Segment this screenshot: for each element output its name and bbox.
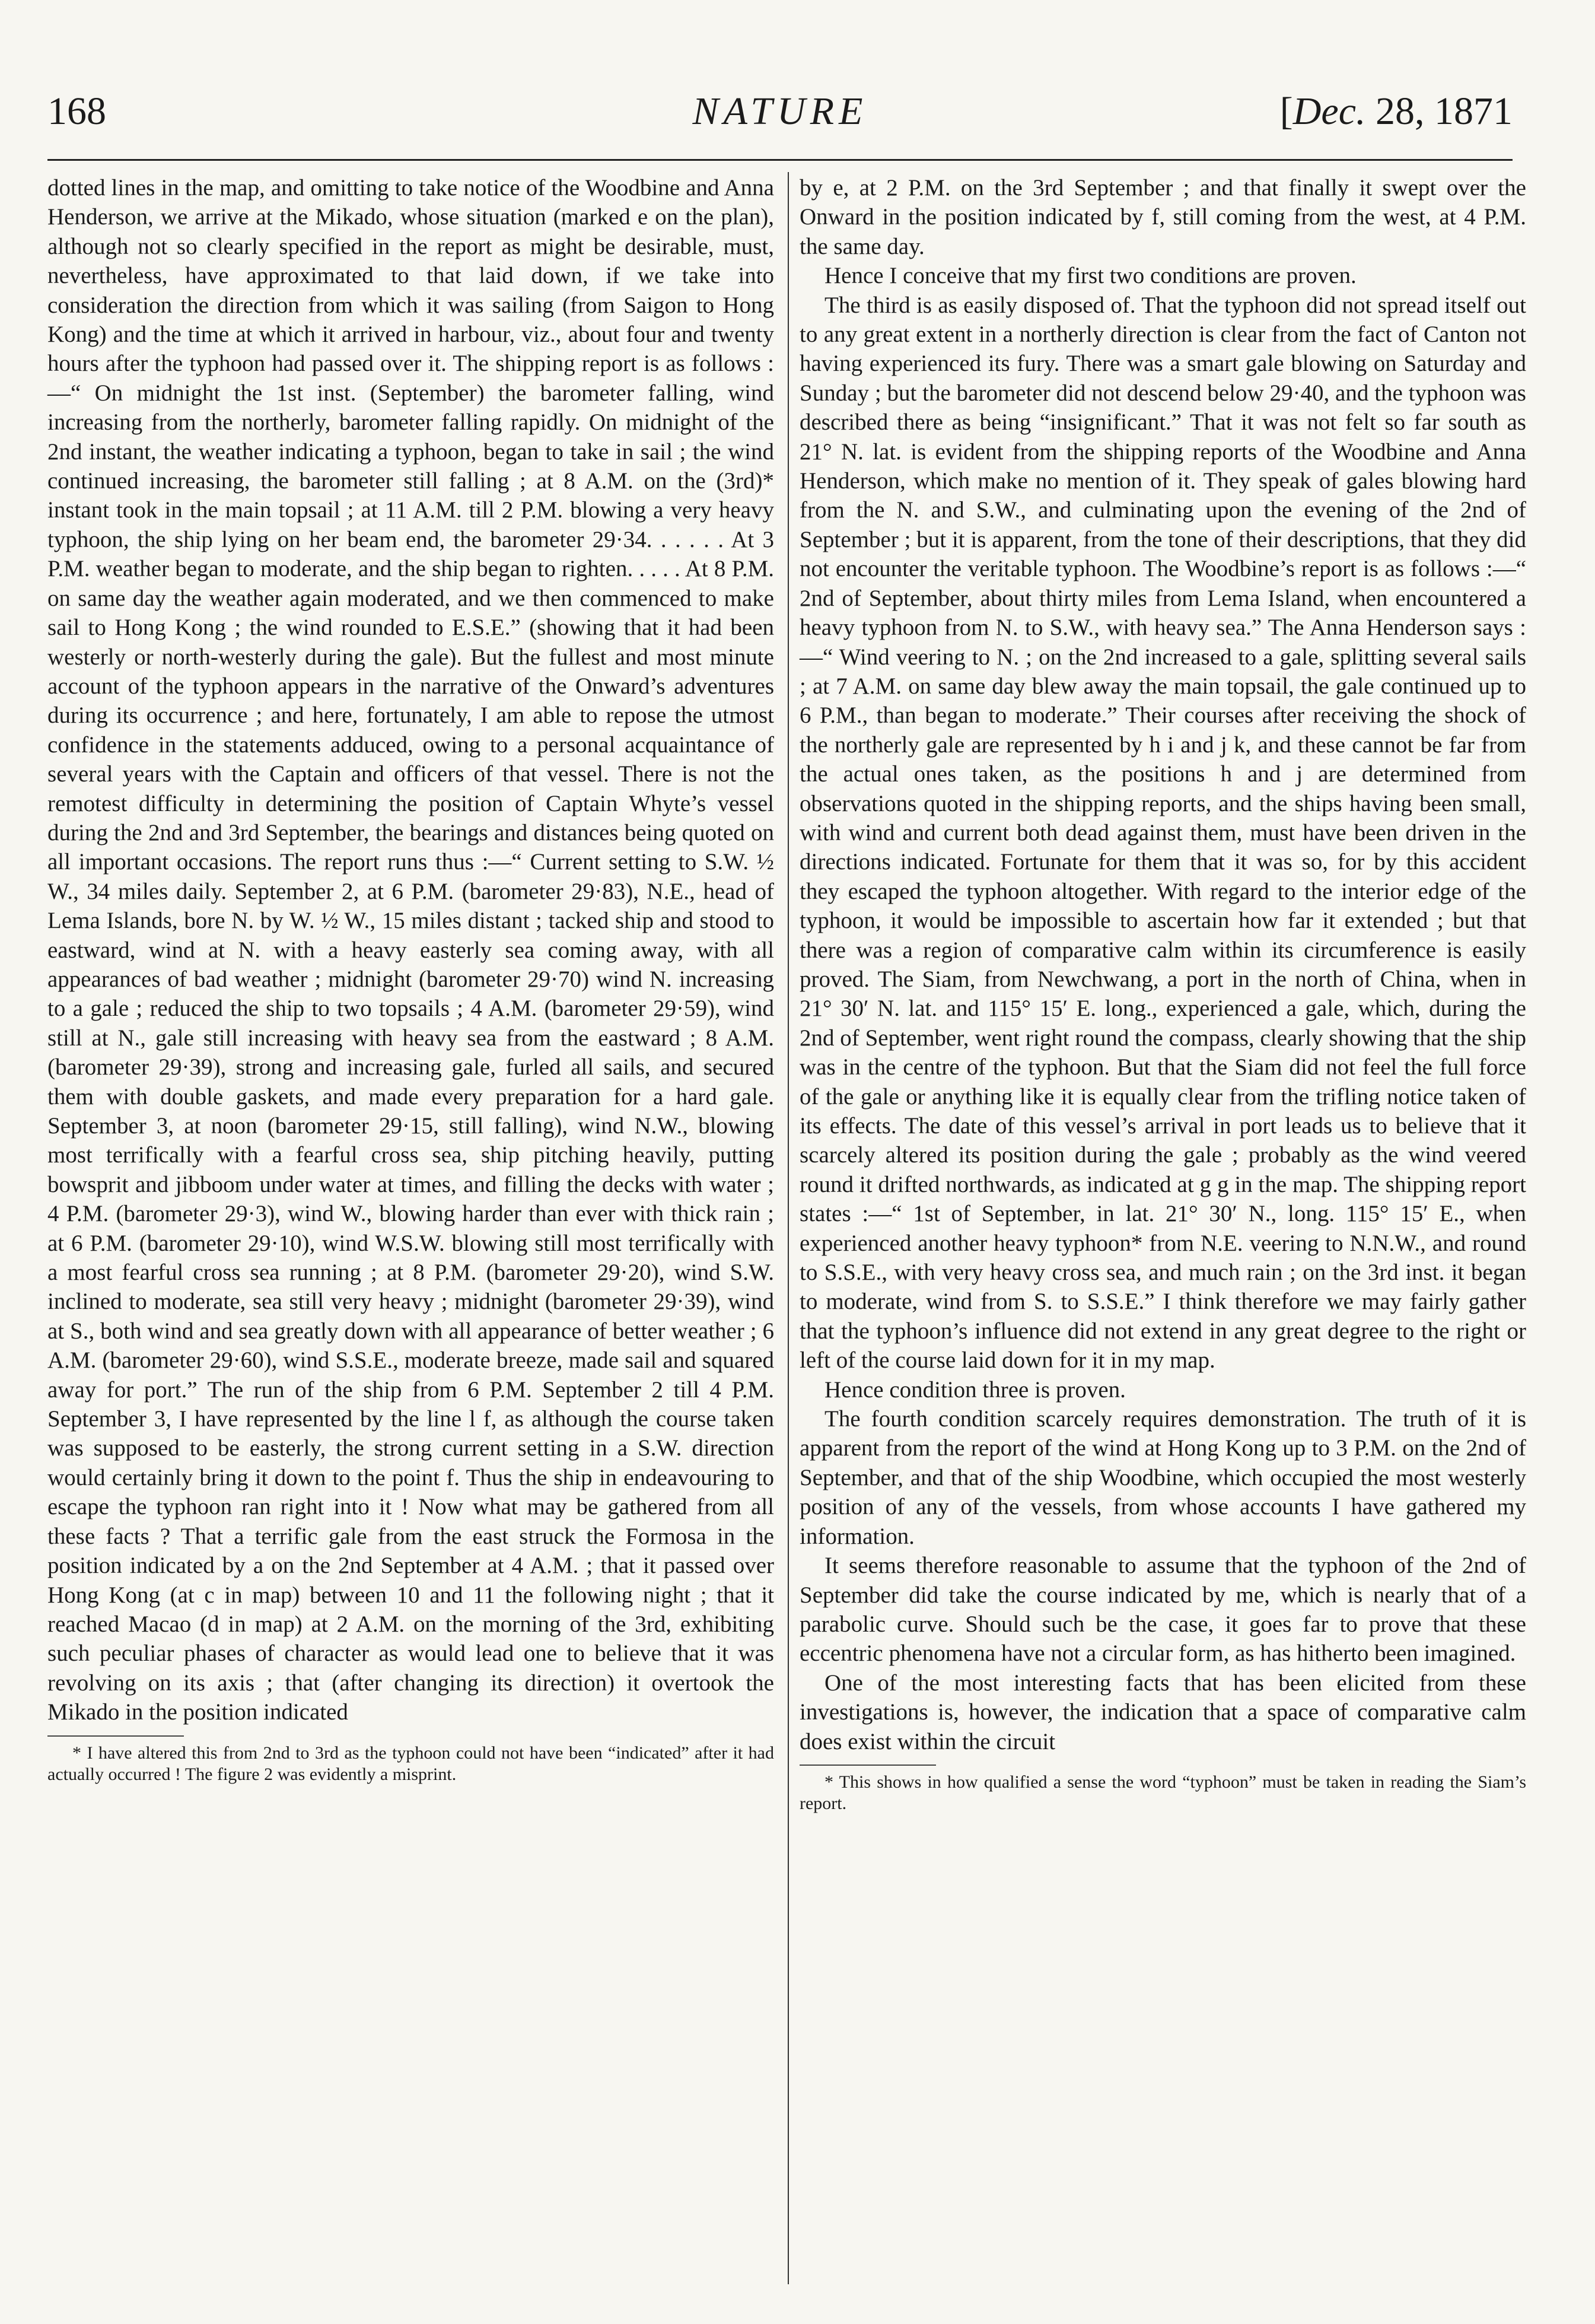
issue-date <box>1280 89 1513 134</box>
header-rule <box>47 159 1513 161</box>
issue-date-bracket: [ <box>1279 90 1293 133</box>
paragraph: The fourth condition scarcely requires demonstration. The truth of it is apparent from the report of the wind at Hong Kong up to 3 P.M. on the 2nd of September, and that of the ship Woodbine, which occupied the most westerly position of any of the vessels, from whose accounts I have gathered my information. <box>800 1406 1526 1549</box>
paragraph: dotted lines in the map, and omitting to take notice of the Woodbine and Anna Henderson, we arrive at the Mikado, whose situation (marked e on the plan), although not so clearly specified in the report as might be desirable, must, nevertheless, have approximated to that laid down, if we take into consideration the direction from which it was sailing (from Saigon to Hong Kong) and the time at which it arrived in harbour, viz., about four and twenty hours after the typhoon had passed over it. The shipping report is as follows :—“ On midnight the 1st inst. (September) the barometer falling, wind increasing from the northerly, barometer falling rapidly. On midnight of the 2nd instant, the weather indicating a typhoon, began to take in sail ; the wind continued increasing, the barometer still falling ; at 8 A.M. on the (3rd)* instant took in the main topsail ; at 11 A.M. till 2 P.M. blowing a very heavy typhoon, the ship lying on her beam end, the barometer 29·34. . . . . . At 3 P.M. weather began to moderate, and the ship began to righten. . . . . At 8 P.M. on same day the weather again moderated, and we then commenced to make sail to Hong Kong ; the wind rounded to E.S.E.” (showing that it had been westerly or north-westerly during the gale). But the fullest and most minute account of the typhoon appears in the narrative of the Onward’s adventures during its occurrence ; and here, fortunately, I am able to repose the utmost confidence in the statements adduced, owing to a personal acquaintance of several years with the Captain and officers of that vessel. There is not the remotest difficulty in determining the position of Captain Whyte’s vessel during the 2nd and 3rd September, the bearings and distances being quoted on all important occasions. The report runs thus :—“ Current setting to S.W. ½ W., 34 miles daily. September 2, at 6 P.M. (barometer 29·83), N.E., head of Lema Islands, bore N. by W. ½ W., 15 miles distant ; tacked ship and stood to eastward, wind at N. with a heavy easterly sea coming away, with all appearances of bad weather ; midnight (barometer 29·70) wind N. increasing to a gale ; reduced the ship to two topsails ; 4 A.M. (barometer 29·59), wind still at N., gale still increasing with heavy sea from the eastward ; 8 A.M. (barometer 29·39), strong and increasing gale, furled all sails, and secured them with double gaskets, and made every preparation for a hard gale. September 3, at noon (barometer 29·15, still falling), wind N.W., blowing most terrifically with a fearful cross sea, ship pitching heavily, putting bowsprit and jibboom under water at times, and filling the decks with water ; 4 P.M. (barometer 29·3), wind W., blowing harder than ever with thick rain ; at 6 P.M. (barometer 29·10), wind W.S.W. blowing still most terrifically with a most fearful cross sea running ; at 8 P.M. (barometer 29·20), wind S.W. inclined to moderate, sea still very heavy ; midnight (barometer 29·39), wind at S., both wind and sea greatly down with all appearance of better weather ; 6 A.M. (barometer 29·60), wind S.S.E., moderate breeze, made sail and squared away for port.” The run of the ship from 6 P.M. September 2 till 4 P.M. September 3, I have represented by the line l f, as although the course taken was supposed to be easterly, the strong current setting in a S.W. direction would certainly bring it down to the point f. Thus the ship in endeavouring to escape the typhoon ran right into it ! Now what may be gathered from all these facts ? That a terrific gale from the east struck the Formosa in the position indicated by a on the 2nd September at 4 A.M. ; that it passed over Hong Kong (at c in map) between 10 and 11 the following night ; that it reached Macao (d in map) at 2 A.M. on the morning of the 3rd, exhibiting such peculiar phases of character as would lead one to believe that it was revolving on its axis ; that (after changing its direction) it overtook the Mikado in the position indicated <box>47 175 774 1725</box>
footnote-rule <box>800 1765 936 1766</box>
right-column <box>800 173 1526 2285</box>
paragraph: by e, at 2 P.M. on the 3rd September ; and that finally it swept over the Onward in the position indicated by f, still coming from the west, at 4 P.M. the same day. <box>800 175 1526 259</box>
issue-date-rest: 28, 1871 <box>1365 90 1513 133</box>
paragraph: Hence condition three is proven. <box>824 1376 1126 1403</box>
left-column <box>47 173 774 2285</box>
column-divider <box>788 172 789 2284</box>
paragraph: One of the most interesting facts that has been elicited from these investigations is, however, the indication that a space of comparative calm does exist within the circuit <box>800 1670 1526 1754</box>
paragraph: Hence I conceive that my first two conditions are proven. <box>824 263 1357 289</box>
journal-title: NATURE <box>692 90 868 133</box>
footnote: * This shows in how qualified a sense the word “typhoon” must be taken in reading the Siam’s report. <box>800 1772 1526 1813</box>
page-header <box>47 89 1513 154</box>
issue-date-month: Dec. <box>1292 90 1366 133</box>
paragraph: The third is as easily disposed of. That the typhoon did not spread itself out to any great extent in a northerly direction is clear from the fact of Canton not having experienced its fury. There was a smart gale blowing on Saturday and Sunday ; but the barometer did not descend below 29·40, and the typhoon was described there as being “insignificant.” That it was not felt so far south as 21° N. lat. is evident from the shipping reports of the Woodbine and Anna Henderson, which make no mention of it. They speak of gales blowing hard from the N. and S.W., and culminating upon the evening of the 2nd of September ; but it is apparent, from the tone of their descriptions, that they did not encounter the veritable typhoon. The Woodbine’s report is as follows :—“ 2nd of September, about thirty miles from Lema Island, when encountered a heavy typhoon from N. to S.W., with heavy sea.” The Anna Henderson says :—“ Wind veering to N. ; on the 2nd increased to a gale, splitting several sails ; at 7 A.M. on same day blew away the main topsail, the gale continued up to 6 P.M., than began to moderate.” Their courses after receiving the shock of the northerly gale are represented by h i and j k, and these cannot be far from the actual ones taken, as the positions h and j are determined from observations quoted in the shipping reports, and the ships having been small, with wind and current both dead against them, must have been driven in the directions indicated. Fortunate for them that it was so, for by this accident they escaped the typhoon altogether. With regard to the interior edge of the typhoon, it would be impossible to ascertain how far it extended ; but that there was a region of comparative calm within its circumference is easily proved. The Siam, from Newchwang, a port in the north of China, when in 21° 30′ N. lat. and 115° 15′ E. long., experienced a gale, which, during the 2nd of September, went right round the compass, clearly showing that the ship was in the centre of the typhoon. But that the Siam did not feel the full force of the gale or anything like it is equally clear from the trifling notice taken of its effects. The date of this vessel’s arrival in port leads us to believe that it scarcely altered its position during the gale ; probably as the wind veered round it drifted northwards, as indicated at g g in the map. The shipping report states :—“ 1st of September, in lat. 21° 30′ N., long. 115° 15′ E., when experienced another heavy typhoon* from N.E. veering to N.N.W., and round to S.S.E., with very heavy cross sea, and much rain ; on the 3rd inst. it began to moderate, wind from S. to S.S.E.” I think therefore we may fairly gather that the typhoon’s influence did not extend in any great degree to the right or left of the course laid down for it in my map. <box>800 292 1526 1374</box>
paragraph: It seems therefore reasonable to assume that the typhoon of the 2nd of September did take the course indicated by me, which is nearly that of a parabolic curve. Should such be the case, it goes far to prove that these eccentric phenomena have not a circular form, as has hitherto been imagined. <box>800 1553 1526 1667</box>
footnote-rule <box>47 1735 184 1737</box>
footnote: * I have altered this from 2nd to 3rd as the typhoon could not have been “indicated” after it had actually occurred ! The figure 2 was evidently a misprint. <box>47 1743 774 1784</box>
page-number: 168 <box>47 90 106 133</box>
